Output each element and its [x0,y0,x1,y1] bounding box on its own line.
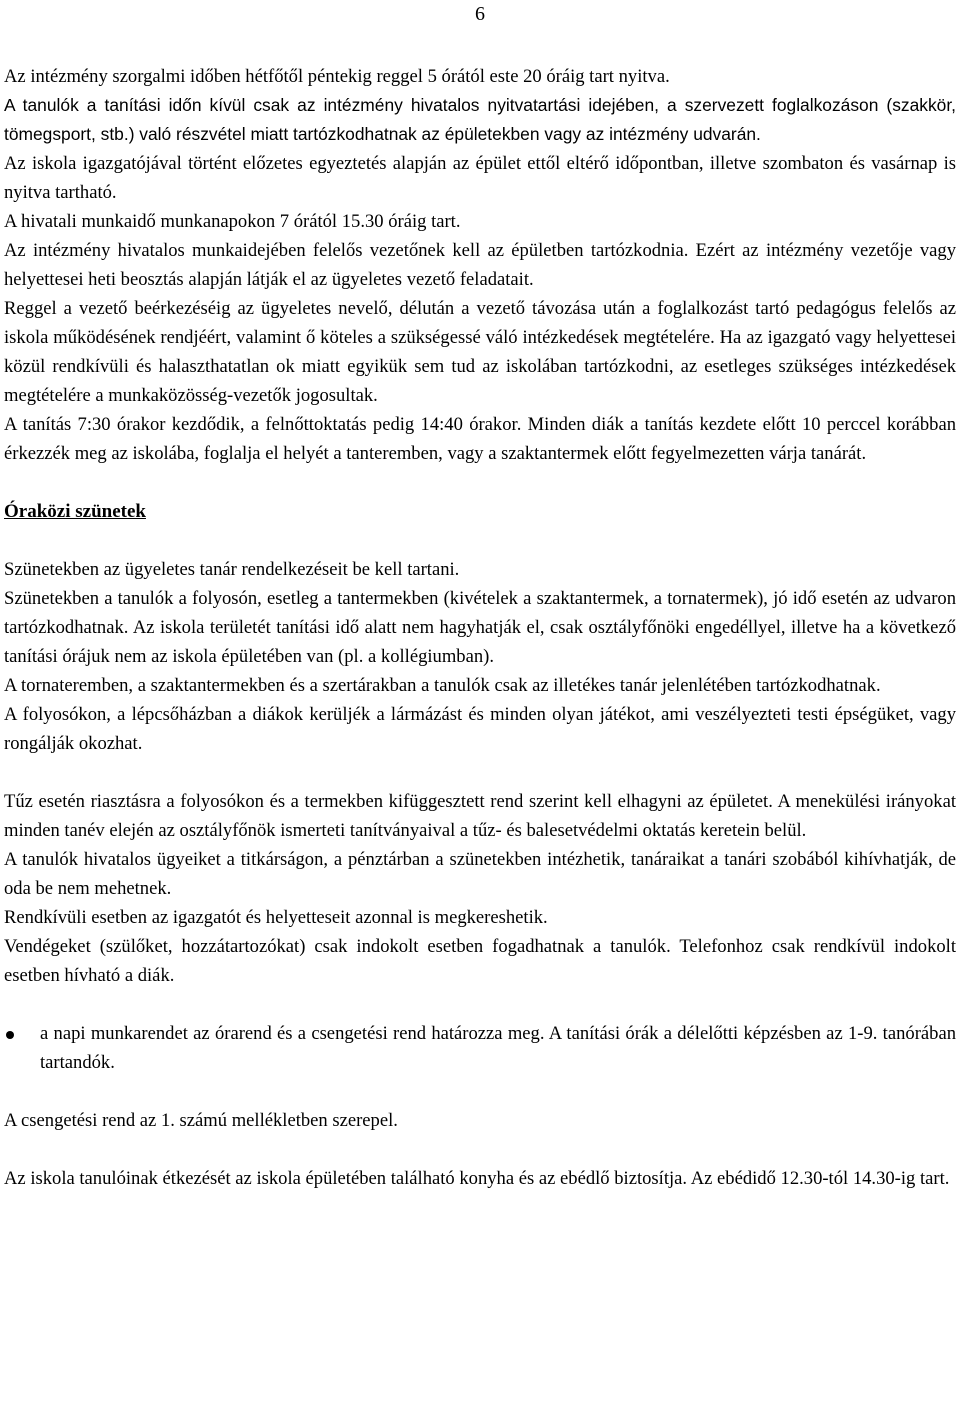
paragraph-student-presence: A tanulók a tanítási időn kívül csak az intézmény hivatalos nyitvatartási idejében, a szervezett foglalkozáson (szakkör, tömegsport, stb.) való részvétel miatt tartózkodhatnak az épületekben vagy az intézmény udvarán. [4,95,956,144]
paragraph-weekend-opening: Az iskola igazgatójával történt előzetes egyeztetés alapján az épület ettől eltérő időpontban, illetve szombaton és vasárnap is nyitva tartható. [4,153,956,203]
list-item-text: a napi munkarendet az órarend és a csengetési rend határozza meg. A tanítási órák a délelőtti képzésben az 1-9. tanórában tartandók. [40,1023,956,1073]
paragraph-break-rules: Szünetekben az ügyeletes tanár rendelkezéseit be kell tartani. [4,559,460,580]
paragraph-visitors-phone: Vendégeket (szülőket, hozzátartozókat) csak indokolt esetben fogadhatnak a tanulók. Telefonhoz csak rendkívül indokolt esetben hívható a diák. [4,936,956,986]
paragraph-bell-schedule: A csengetési rend az 1. számú mellékletben szerepel. [4,1110,398,1131]
paragraph-opening-hours: Az intézmény szorgalmi időben hétfőtől péntekig reggel 5 órától este 20 óráig tart nyitva. [4,66,670,87]
bullet-list [4,1019,956,1077]
paragraph-lunch: Az iskola tanulóinak étkezését az iskola épületében található konyha és az ebédlő biztosítja. Az ebédidő 12.30-tól 14.30-ig tart. [4,1168,950,1189]
list-item [4,1019,956,1077]
paragraph-corridor-rules: A folyosókon, a lépcsőházban a diákok kerüljék a lármázást és minden olyan játékot, ami veszélyezteti testi épségüket, vagy rongálják okozhat. [4,704,956,754]
paragraph-responsible-leader: Az intézmény hivatalos munkaidejében felelős vezetőnek kell az épületben tartózkodnia. Ezért az intézmény vezetője vagy helyettesei heti beosztás alapján látják el az ügyeletes vezető feladatait. [4,240,956,290]
paragraph-emergency-contact: Rendkívüli esetben az igazgatót és helyetteseit azonnal is megkereshetik. [4,907,548,928]
document-body [4,62,956,1193]
bullet-icon [6,1031,14,1039]
paragraph-official-matters: A tanulók hivatalos ügyeiket a titkárságon, a pénztárban a szünetekben intézhetik, tanáraikat a tanári szobából kihívhatják, de oda be nem mehetnek. [4,849,956,899]
paragraph-fire-evacuation: Tűz esetén riasztásra a folyosókon és a termekben kifüggesztett rend szerint kell elhagyni az épületet. A menekülési irányokat minden tanév elején az osztályfőnök ismerteti tanítványaival a tűz- és balesetvédelmi oktatás keretein belül. [4,791,956,841]
paragraph-gym-rules: A tornateremben, a szaktantermekben és a szertárakban a tanulók csak az illetékes tanár jelenlétében tartózkodhatnak. [4,675,881,696]
page-number: 6 [475,3,485,25]
section-heading: Óraközi szünetek [4,501,146,522]
paragraph-break-locations: Szünetekben a tanulók a folyosón, esetleg a tantermekben (kivételek a szaktantermek, a tornatermek), jó idő esetén az udvaron tartózkodhatnak. Az iskola területét tanítási idő alatt nem hagyhatják el, csak osztályfőnöki engedéllyel, illetve ha a következő tanítási órájuk nem az iskola épületében van (pl. a kollégiumban). [4,588,956,667]
paragraph-office-hours: A hivatali munkaidő munkanapokon 7 órától 15.30 óráig tart. [4,211,461,232]
paragraph-duty-teacher: Reggel a vezető beérkezéséig az ügyeletes nevelő, délután a vezető távozása után a foglalkozást tartó pedagógus felelős az iskola működésének rendjéért, valamint ő köteles a szükségessé váló intézkedések megtételére. Ha az igazgató vagy helyettesei közül rendkívüli és halaszthatatlan ok miatt egyikük sem tud az iskolában tartózkodni, az esetleges szükséges intézkedések megtételére a munkaközösség-vezetők jogosultak. [4,298,956,406]
paragraph-teaching-start: A tanítás 7:30 órakor kezdődik, a felnőttoktatás pedig 14:40 órakor. Minden diák a tanítás kezdete előtt 10 perccel korábban érkezzék meg az iskolába, foglalja el helyét a tanteremben, vagy a szaktantermek előtt fegyelmezetten várja tanárát. [4,414,956,464]
